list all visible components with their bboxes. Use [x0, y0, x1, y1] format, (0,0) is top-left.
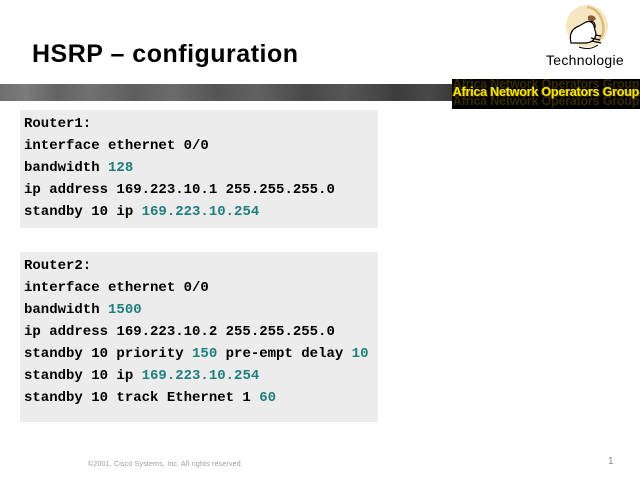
- code-line: ip address 169.223.10.2 255.255.255.0: [24, 324, 335, 340]
- code-line: interface ethernet 0/0: [24, 138, 209, 154]
- copyright-footer: ©2001, Cisco Systems, Inc. All rights reserved.: [88, 461, 244, 468]
- afnog-banner-text: Africa Network Operators Group: [452, 85, 640, 99]
- code-line: standby 10 ip 169.223.10.254: [24, 204, 260, 220]
- afnog-banner: [452, 79, 640, 109]
- code-line: Router2:: [24, 258, 92, 274]
- code-line: standby 10 priority 150 pre-empt delay 10: [24, 346, 369, 362]
- code-line: bandwidth 128: [24, 160, 134, 176]
- code-line: standby 10 track Ethernet 1 60: [24, 390, 277, 406]
- router1-config-block: [20, 110, 378, 228]
- code-line: standby 10 ip 169.223.10.254: [24, 368, 260, 384]
- code-line: Router1:: [24, 116, 92, 132]
- page-number: 1: [608, 456, 614, 467]
- code-line: ip address 169.223.10.1 255.255.255.0: [24, 182, 335, 198]
- technologie-logo-icon: [560, 2, 612, 54]
- router2-config-block: [20, 252, 378, 422]
- code-line: bandwidth 1500: [24, 302, 142, 318]
- code-line: interface ethernet 0/0: [24, 280, 209, 296]
- page-title: HSRP – configuration: [32, 40, 299, 68]
- logo-caption: Technologie: [545, 52, 625, 68]
